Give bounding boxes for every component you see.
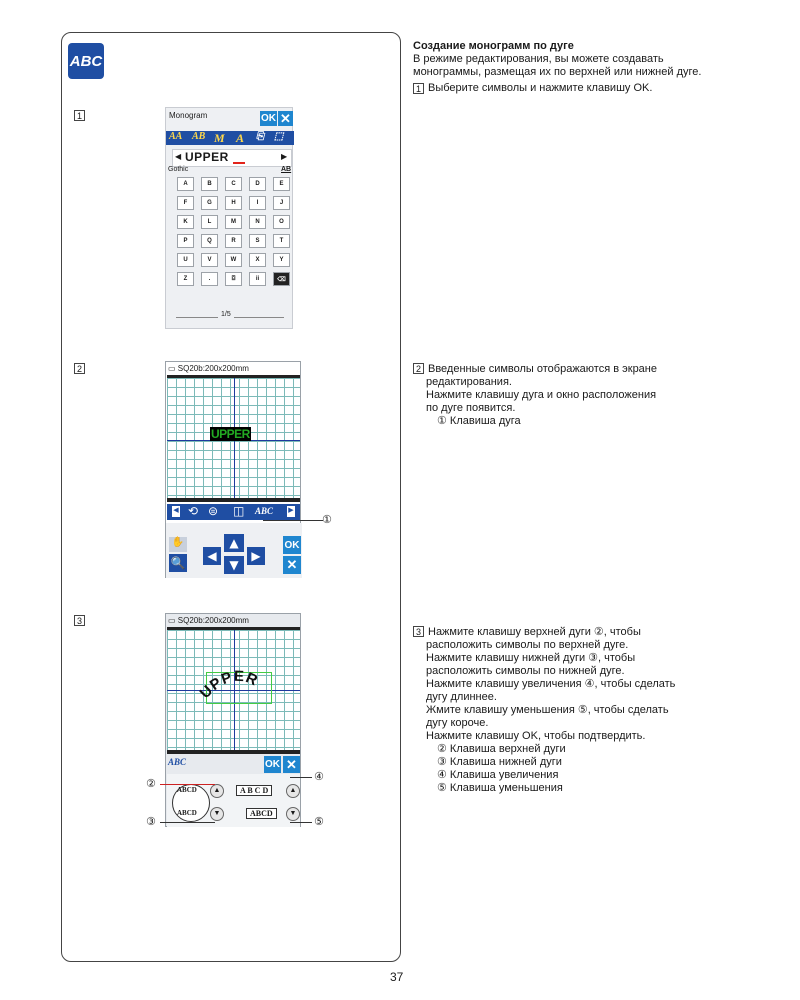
entry-text: UPPER [185, 150, 229, 164]
spacing-icon[interactable]: AB [192, 131, 206, 142]
step3-line-4: расположить символы по нижней дуге. [426, 665, 625, 677]
key-A[interactable]: A [177, 177, 194, 191]
reduce-button[interactable]: ▼ [286, 807, 300, 821]
move-right-button[interactable]: ▶ [247, 547, 265, 565]
arc-screen [165, 613, 301, 827]
key-S[interactable]: S [249, 234, 266, 248]
bottom-bar [167, 750, 300, 754]
intro-line-1: В режиме редактирования, вы можете создавать [413, 53, 664, 65]
ok-button[interactable]: OK [264, 756, 281, 773]
callout-line-1 [263, 520, 323, 521]
key-V[interactable]: V [201, 253, 218, 267]
flip-vertical-icon[interactable]: ⊜ [208, 504, 219, 518]
backspace-icon[interactable]: ⌫ [273, 272, 290, 286]
step1-line: Выберите символы и нажмите клавишу OK. [428, 82, 653, 94]
step3-ref-2: ③ Клавиша нижней дуги [437, 756, 562, 768]
key-E[interactable]: E [273, 177, 290, 191]
step2-block [413, 363, 793, 428]
callout-line-2 [160, 784, 215, 785]
hoop-size-text: SQ20b:200x200mm [177, 616, 249, 625]
key-L[interactable]: L [201, 215, 218, 229]
step1-marker: 1 [413, 83, 424, 94]
callout-1: ① [322, 513, 332, 526]
mirror-icon[interactable]: ◫ [233, 504, 245, 518]
key-M[interactable]: M [225, 215, 242, 229]
size-label[interactable]: AB [281, 166, 292, 173]
upper-arc-label: ABCD [177, 786, 197, 794]
intro-line-2: монограммы, размещая их по верхней или нижней дуге. [413, 66, 702, 78]
key-F[interactable]: F [177, 196, 194, 210]
edit-screen [165, 361, 301, 578]
section-title: Создание монограмм по дуге [413, 40, 574, 52]
lower-arc-button[interactable]: ▼ [210, 807, 224, 821]
cursor-right-icon[interactable]: ▶ [281, 152, 288, 161]
step-number-2: 2 [74, 363, 85, 374]
monogram-m-icon[interactable]: M [214, 131, 225, 145]
arc-key-icon[interactable]: ABC [255, 506, 274, 516]
step3-line-7: Жмите клавишу уменьшения ⑤, чтобы сделать [426, 704, 669, 716]
callout-4: ④ [314, 770, 324, 783]
abc-badge-icon: ABC [68, 43, 104, 79]
key-B[interactable]: B [201, 177, 218, 191]
page-number: 37 [390, 970, 404, 984]
monogram-keyboard-screen [165, 107, 293, 329]
move-left-button[interactable]: ◀ [203, 547, 221, 565]
step2-marker: 2 [413, 363, 424, 374]
key-H[interactable]: H [225, 196, 242, 210]
key-K[interactable]: K [177, 215, 194, 229]
function-bar [167, 504, 300, 520]
callout-line-4 [290, 777, 312, 778]
step-number-1: 1 [74, 110, 85, 121]
scroll-right-icon[interactable]: ▶ [287, 506, 295, 517]
ok-button[interactable]: OK [283, 536, 301, 554]
hoop-icon: ▭ [168, 364, 176, 373]
scroll-left-icon[interactable]: ◀ [172, 506, 180, 517]
close-button[interactable]: ✕ [283, 556, 301, 574]
font-style-icon[interactable]: AA [169, 131, 183, 142]
svg-text:UPPER [197, 668, 261, 702]
length-longer-label: A B C D [236, 785, 272, 796]
section-intro [413, 40, 793, 95]
step3-ref-1: ② Клавиша верхней дуги [437, 743, 566, 755]
case-icon[interactable]: A [236, 131, 245, 145]
hoop-label [168, 364, 249, 373]
hoop-size-text: SQ20b:200x200mm [177, 364, 249, 373]
key-grid [174, 175, 288, 310]
step-number-3: 3 [74, 615, 85, 626]
bottom-bar [167, 498, 300, 502]
key-R[interactable]: R [225, 234, 242, 248]
key-P[interactable]: P [177, 234, 194, 248]
hoop-label [168, 616, 249, 625]
key-.[interactable]: . [201, 272, 218, 286]
screen-title: Monogram [169, 111, 208, 120]
arc-text: UPPER [196, 667, 261, 702]
close-button[interactable]: ✕ [278, 111, 293, 126]
step3-marker: 3 [413, 626, 424, 637]
key-Q[interactable]: Q [201, 234, 218, 248]
step1-text [413, 82, 793, 95]
close-button[interactable]: ✕ [283, 756, 300, 773]
key-D[interactable]: D [249, 177, 266, 191]
font-name-label: Gothic [168, 166, 189, 173]
step3-line-1: Нажмите клавишу верхней дуги ②, чтобы [428, 626, 641, 638]
callout-line-5 [290, 822, 312, 823]
cursor-left-icon[interactable]: ◀ [175, 152, 182, 161]
hoop-icon: ▭ [168, 616, 176, 625]
step3-block [413, 626, 793, 795]
key-X[interactable]: X [249, 253, 266, 267]
page-indicator: 1/5 [218, 311, 234, 318]
upper-arc-button[interactable]: ▲ [210, 784, 224, 798]
key-Y[interactable]: Y [273, 253, 290, 267]
key-C[interactable]: C [225, 177, 242, 191]
move-down-button[interactable]: ▼ [224, 556, 244, 574]
preview-text[interactable]: UPPER [211, 427, 250, 441]
space-key-icon[interactable]: ⌼ [225, 272, 242, 286]
move-up-button[interactable]: ▲ [224, 534, 244, 552]
step3-ref-3: ④ Клавиша увеличения [437, 769, 559, 781]
lower-arc-label: ABCD [177, 809, 197, 817]
key-W[interactable]: W [225, 253, 242, 267]
rotate-icon[interactable]: ⟲ [188, 504, 199, 518]
rotate-icon[interactable]: ⎘ [256, 131, 264, 142]
key-J[interactable]: J [273, 196, 290, 210]
key-T[interactable]: T [273, 234, 290, 248]
layout-icon[interactable]: ⬚ [274, 131, 284, 142]
step2-ref: ① Клавиша дуга [437, 415, 521, 427]
step3-line-8: дугу короче. [426, 717, 489, 729]
arc-mode-icon: ABC [168, 757, 187, 767]
step2-line-4: по дуге появится. [426, 402, 516, 414]
step3-ref-4: ⑤ Клавиша уменьшения [437, 782, 563, 794]
length-shorter-label: ABCD [246, 808, 277, 819]
step3-line-5: Нажмите клавишу увеличения ④, чтобы сделать [426, 678, 676, 690]
key-G[interactable]: G [201, 196, 218, 210]
enlarge-button[interactable]: ▲ [286, 784, 300, 798]
callout-2: ② [146, 777, 156, 790]
step3-line-6: дугу длиннее. [426, 691, 497, 703]
step3-line-2: расположить символы по верхней дуге. [426, 639, 629, 651]
symbol-key-icon[interactable]: ii [249, 272, 266, 286]
font-toolbar [166, 131, 294, 145]
callout-line-3 [160, 822, 215, 823]
zoom-icon[interactable]: 🔍 [170, 556, 186, 570]
step3-line-3: Нажмите клавишу нижней дуги ③, чтобы [426, 652, 636, 664]
key-U[interactable]: U [177, 253, 194, 267]
key-N[interactable]: N [249, 215, 266, 229]
callout-5: ⑤ [314, 815, 324, 828]
step3-line-9: Нажмите клавишу OK, чтобы подтвердить. [426, 730, 646, 742]
callout-3: ③ [146, 815, 156, 828]
step2-line-1: Введенные символы отображаются в экране [428, 363, 657, 375]
key-Z[interactable]: Z [177, 272, 194, 286]
step2-line-2: редактирования. [426, 376, 512, 388]
key-I[interactable]: I [249, 196, 266, 210]
hand-icon[interactable]: ✋ [169, 537, 187, 552]
ok-button[interactable]: OK [261, 113, 276, 124]
arc-text-graphic[interactable] [196, 664, 280, 710]
step2-line-3: Нажмите клавишу дуга и окно расположения [426, 389, 657, 401]
text-cursor [233, 162, 245, 164]
key-O[interactable]: O [273, 215, 290, 229]
text-entry-field[interactable] [172, 149, 292, 167]
